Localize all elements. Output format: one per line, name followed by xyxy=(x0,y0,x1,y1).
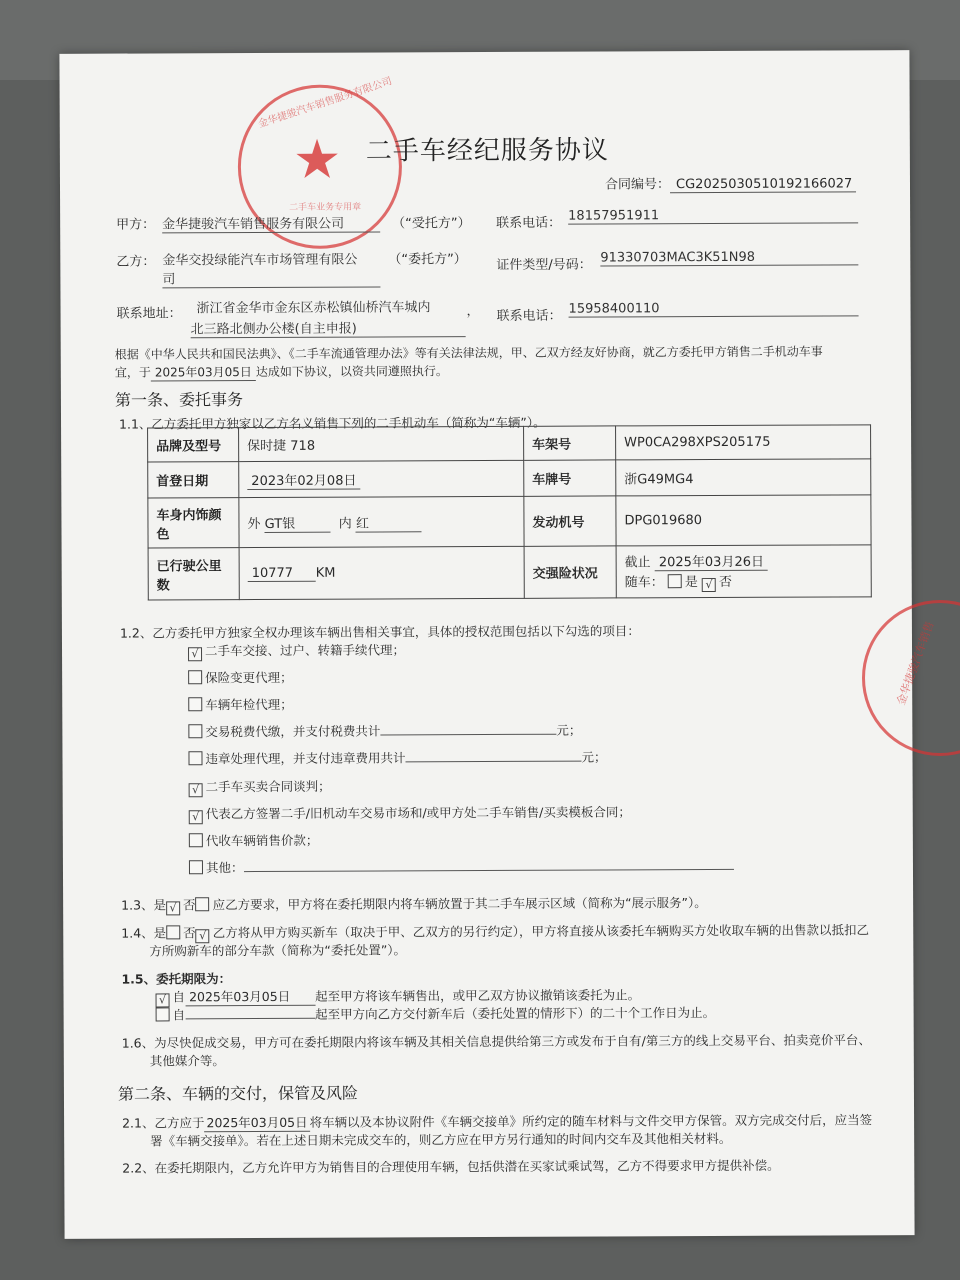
party-a-phone: 18157951911 xyxy=(568,207,858,224)
seal-subtext: 二手车业务专用章 xyxy=(289,202,362,213)
plate-value: 浙G49MG4 xyxy=(616,459,871,496)
auth-text-7: 代表乙方签署二手/旧机动车交易市场和/或甲方处二手车销售/买卖模板合同； xyxy=(205,804,631,822)
vin-value: WP0CA298XPS205175 xyxy=(616,425,871,460)
vin-label: 车架号 xyxy=(524,426,616,460)
insurance-no-label: 否 xyxy=(719,574,733,590)
auth-text-5: 违章处理代理，并支付违章费用共计 xyxy=(205,750,406,767)
item1-3-yes-checkbox[interactable]: √ xyxy=(166,901,180,915)
party-a-name: 金华捷骏汽车销售服务有限公司 xyxy=(162,212,380,233)
address-phone: 15958400110 xyxy=(569,300,859,317)
item1-3-no-label: 否 xyxy=(183,897,196,913)
item1-6-line1: 1.6、为尽快促成交易，甲方可在委托期限内将该车辆及其相关信息提供给第三方或发布于自有/第三方的线上交易平台、拍卖竞价平台、 xyxy=(121,1032,871,1051)
auth-checkbox-5[interactable] xyxy=(188,751,202,765)
auth-item-8 xyxy=(189,831,319,850)
auth-checkbox-3[interactable] xyxy=(188,697,202,711)
address-line1: 浙江省金华市金东区赤松镇仙桥汽车城内 xyxy=(196,300,431,317)
insurance-date: 2025年03月26日 xyxy=(655,551,768,571)
item1-5-option1-checkbox[interactable]: √ xyxy=(156,993,170,1007)
auth-item-2 xyxy=(188,668,293,686)
auth-text-6: 二手车买卖合同谈判； xyxy=(205,778,331,795)
address-label: 联系地址： xyxy=(116,306,182,322)
km-unit: KM xyxy=(315,565,336,581)
vehicle-table xyxy=(147,424,872,600)
ext-color-value: GT银 xyxy=(265,512,331,532)
reg-label: 首登日期 xyxy=(148,462,239,498)
party-b-name-line1: 金华交投绿能汽车市场管理有限公 xyxy=(162,252,358,269)
km-label: 已行驶公里数 xyxy=(148,548,239,600)
insurance-yes-label: 是 xyxy=(684,575,698,591)
contract-number-row xyxy=(605,172,856,193)
insurance-no-checkbox[interactable]: √ xyxy=(702,578,716,592)
item1-4-no-checkbox[interactable]: √ xyxy=(196,929,210,943)
item1-6-line2: 其他媒介等。 xyxy=(149,1053,225,1069)
party-b-id: 91330703MAC3K51N98 xyxy=(600,249,858,266)
party-a-phone-label: 联系电话： xyxy=(496,215,562,231)
auth-item-4 xyxy=(188,721,581,741)
item1-4 xyxy=(121,920,869,943)
insurance-follow-label: 随车： xyxy=(624,575,664,591)
contract-number-value: CG2025030510192166027 xyxy=(670,176,856,193)
item1-2: 1.2、乙方委托甲方独家全权办理该车辆出售相关事宜，具体的授权范围包括以下勾选的项目： xyxy=(119,623,640,641)
auth-text-3: 车辆年检代理； xyxy=(205,696,293,713)
item1-5-option2-text: 起至甲方向乙方交付新车后（委托处置的情形下）的二十个工作日为止。 xyxy=(315,1005,716,1022)
insurance-pre: 截止 xyxy=(624,555,651,571)
reg-value: 2023年02月08日 xyxy=(247,469,360,489)
auth-text-9: 其他： xyxy=(205,860,244,876)
item1-3-num: 1.3、 xyxy=(121,897,154,913)
auth-checkbox-9[interactable] xyxy=(189,860,203,874)
auth-suffix-5: 元； xyxy=(581,749,607,765)
plate-label: 车牌号 xyxy=(524,460,616,496)
party-b-name-line2: 司 xyxy=(162,267,380,288)
auth-checkbox-1[interactable]: √ xyxy=(188,647,202,661)
item1-3-text: 应乙方要求，甲方将在委托期限内将车辆放置于其二手车展示区域（简称为“展示服务”）。 xyxy=(212,895,707,913)
auth-checkbox-6[interactable]: √ xyxy=(189,783,203,797)
insurance-yes-checkbox[interactable] xyxy=(668,574,682,588)
item1-4-num: 1.4、 xyxy=(121,925,154,941)
intro-line1: 根据《中华人民共和国民法典》、《二手车流通管理办法》等有关法律法规，甲、乙双方经友好协商，就乙方委托甲方销售二手机动车事 xyxy=(114,344,823,362)
party-a-label: 甲方： xyxy=(116,217,156,233)
int-color-label: 内 xyxy=(338,516,352,532)
auth-text-1: 二手车交接、过户、转籍手续代理； xyxy=(204,642,406,659)
intro-date: 2025年03月05日 xyxy=(151,363,256,381)
seal-star-icon: ★ xyxy=(292,127,342,191)
km-value: 10777 xyxy=(248,565,316,581)
item1-5-option1-text: 起至甲方将该车辆售出，或甲乙双方协议撤销该委托为止。 xyxy=(315,987,641,1004)
document-page xyxy=(59,50,914,1239)
party-b-role: （“委托方”） xyxy=(388,252,467,268)
auth-item-1 xyxy=(188,640,405,661)
section1-title: 第一条、委托事务 xyxy=(114,390,243,410)
intro-pre: 宜，于 xyxy=(114,365,151,380)
auth-item-5 xyxy=(188,747,606,767)
item1-3-yes-label: 是 xyxy=(153,897,167,913)
intro-post: 达成如下协议，以资共同遵照执行。 xyxy=(255,364,448,380)
auth-checkbox-4[interactable] xyxy=(188,724,202,738)
address-line2: 北三路北侧办公楼(自主申报) xyxy=(191,317,466,338)
brand-value: 保时捷 718 xyxy=(239,426,524,461)
other-field[interactable] xyxy=(243,857,733,872)
auth-suffix-4: 元； xyxy=(556,722,582,738)
item2-1-line2: 署《车辆交接单》。若在上述日期未完成交车的，则乙方应在甲方另行通知的时间内交车及其他相关材料。 xyxy=(150,1130,732,1149)
seal-text: 金华捷骏汽车销售服务有限公司 xyxy=(257,75,394,131)
color-label: 车身内饰颜色 xyxy=(148,498,239,548)
auth-item-9 xyxy=(189,856,734,876)
violation-amount-field[interactable] xyxy=(405,749,581,763)
party-b-label: 乙方： xyxy=(116,254,156,270)
section2-title: 第二条、车辆的交付，保管及风险 xyxy=(117,1083,359,1104)
item1-3 xyxy=(121,893,707,916)
auth-checkbox-8[interactable] xyxy=(189,833,203,847)
auth-text-4: 交易税费代缴，并支付税费共计 xyxy=(205,723,381,740)
item1-3-no-checkbox[interactable] xyxy=(196,897,210,911)
document-title: 二手车经纪服务协议 xyxy=(365,135,609,167)
item1-5-title: 1.5、委托期限为： xyxy=(121,971,232,987)
item1-5-option2-pre: 自 xyxy=(172,1007,186,1023)
address-comma: ， xyxy=(466,304,480,320)
engine-label: 发动机号 xyxy=(524,496,616,546)
item1-5-option2-date[interactable] xyxy=(185,1006,315,1020)
auth-checkbox-2[interactable] xyxy=(188,670,202,684)
item2-1-pre: 2.1、乙方应于 xyxy=(122,1115,205,1131)
ext-color-label: 外 xyxy=(247,516,261,532)
item1-5-option1-date: 2025年03月05日 xyxy=(185,987,315,1007)
address-phone-label: 联系电话： xyxy=(496,308,562,324)
auth-text-8: 代收车辆销售价款； xyxy=(205,832,319,849)
item1-5-option2-checkbox[interactable] xyxy=(156,1007,170,1021)
contract-number-label: 合同编号： xyxy=(604,177,671,193)
int-color-value: 红 xyxy=(356,512,422,532)
seal-edge-text: 金华捷骏汽车销售 xyxy=(894,619,937,707)
auth-item-3 xyxy=(188,695,293,713)
tax-amount-field[interactable] xyxy=(380,722,556,736)
insurance-label: 交强险状况 xyxy=(524,546,616,598)
item1-1: 1.1、乙方委托甲方独家以乙方名义销售下列的二手机动车（简称为“车辆”）。 xyxy=(119,414,546,432)
auth-item-7 xyxy=(189,802,631,824)
item1-5-option2 xyxy=(156,1003,716,1023)
item1-5-option1-pre: 自 xyxy=(172,989,186,1005)
auth-checkbox-7[interactable]: √ xyxy=(189,810,203,824)
party-a-role: （“受托方”） xyxy=(392,216,471,232)
brand-label: 品牌及型号 xyxy=(148,428,239,462)
item2-1-date: 2025年03月05日 xyxy=(204,1113,309,1132)
item1-4-yes-label: 是 xyxy=(153,925,167,941)
item2-1-text: 将车辆以及本协议附件《车辆交接单》所约定的随车材料与文件交甲方保管。双方完成交付后，应当签 xyxy=(309,1112,873,1130)
auth-text-2: 保险变更代理； xyxy=(205,669,293,686)
item1-4-line2: 方所购新车的部分车款（简称为“委托处置”）。 xyxy=(149,942,407,959)
item1-4-yes-checkbox[interactable] xyxy=(166,925,180,939)
intro-line2 xyxy=(115,362,448,381)
item1-4-no-label: 否 xyxy=(183,925,196,941)
engine-value: DPG019680 xyxy=(616,495,871,546)
auth-item-6 xyxy=(189,777,331,798)
item2-2: 2.2、在委托期限内，乙方允许甲方为销售目的合理使用车辆，包括供潜在买家试乘试驾，乙方不得要求甲方提供补偿。 xyxy=(122,1157,780,1176)
party-b-id-label: 证件类型/号码： xyxy=(496,257,592,273)
item1-4-text: 乙方将从甲方购买新车（取决于甲、乙双方的另行约定），甲方将直接从该委托车辆购买方处收取车辆的出售款以抵扣乙 xyxy=(212,922,869,941)
